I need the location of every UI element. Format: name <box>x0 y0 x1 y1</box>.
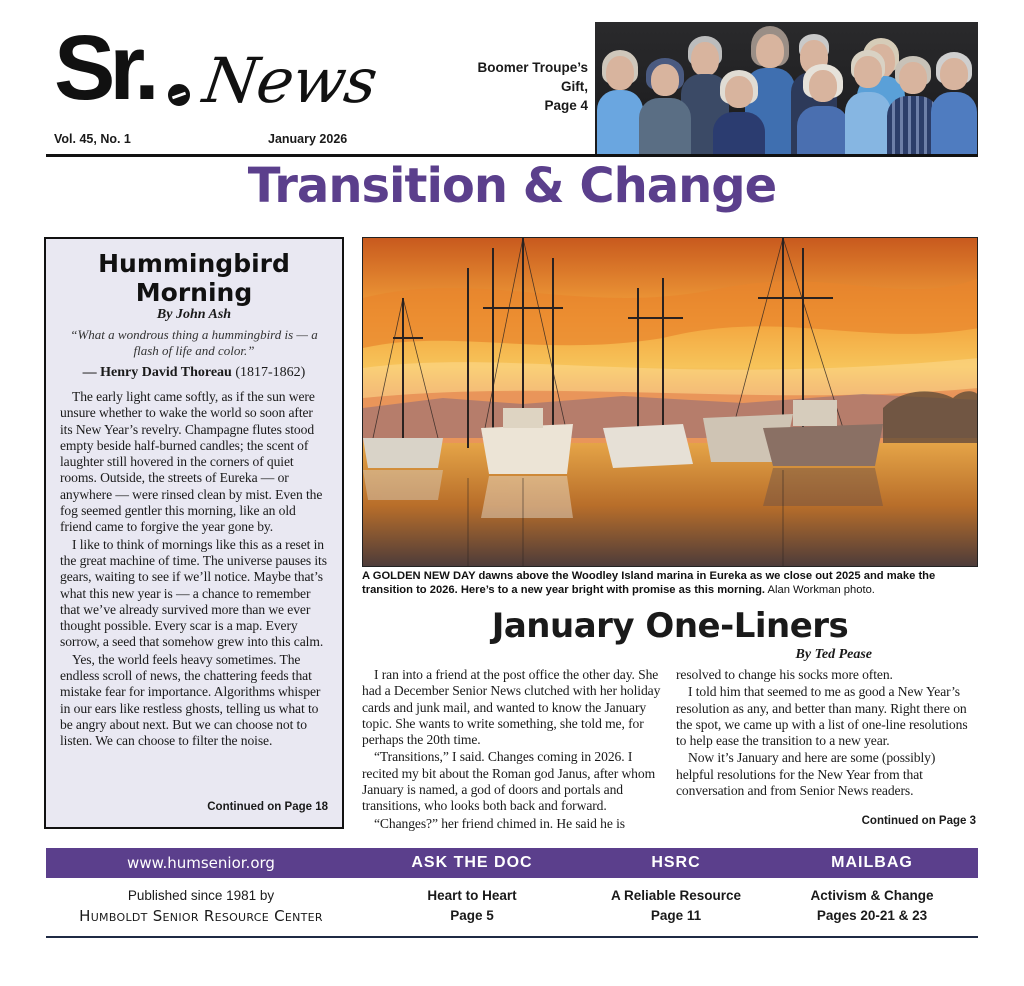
teaser-line: Gift, <box>561 79 588 94</box>
logo-news-text: News <box>198 44 382 117</box>
person-figure <box>845 50 891 154</box>
publisher-info <box>46 886 356 926</box>
teaser-title: A Reliable Resource <box>610 888 742 903</box>
teaser-page: Page 11 <box>650 908 702 923</box>
teaser-page: Page 5 <box>450 908 494 923</box>
paragraph: I like to think of mornings like this as a reset in the great machine of time. The universe pauses its gears, waiting to see if we’ll notice. Maybe that’s what this new year is — a chance to remember that we’ve already survived more than we ever thought possible. Every scar is a map. Every sorrow, a seed that somehow grew into this calm. <box>60 536 327 650</box>
logo-sr-text: Sr. <box>54 17 154 119</box>
marina-illustration <box>363 238 978 567</box>
paragraph: “Changes?” her friend chimed in. He said he is <box>374 815 625 831</box>
paragraph: I ran into a friend at the post office the other day. She had a December Senior News clutched with her holiday cards and junk mail, and wanted to know the January topic. She wants to write something, she told me, for perhaps the 20th time. <box>362 667 661 748</box>
paragraph: “Transitions,” I said. Changes coming in 2026. I recited my bit about the Roman god Janus, after whom January is named, a god of doors and portals and transitions, who looks both back and forward. <box>362 749 656 814</box>
person-figure <box>639 58 691 154</box>
photo-caption <box>362 569 978 597</box>
ask-the-doc-teaser[interactable] <box>372 886 572 926</box>
boomer-troupe-teaser[interactable] <box>446 58 588 115</box>
volume-number: Vol. 45, No. 1 <box>54 132 131 146</box>
person-figure <box>597 50 643 154</box>
one-liners-article-title[interactable]: January One-Liners <box>491 606 849 646</box>
issue-date: January 2026 <box>268 132 348 146</box>
issue-headline: Transition & Change <box>247 158 777 214</box>
footer-rule <box>46 936 978 938</box>
paragraph: Now it’s January and here are some (possibly) helpful resolutions for the New Year from that conversation and from Senior News readers. <box>676 750 936 799</box>
masthead <box>46 17 978 156</box>
teaser-title: Activism & Change <box>810 888 934 903</box>
article-column-2 <box>676 667 976 800</box>
epigraph-attribution <box>60 365 328 381</box>
marina-sunrise-photo[interactable] <box>362 237 978 567</box>
paragraph: The early light came softly, as if the sun were unsure whether to wake the world so soon after its New Year’s revelry. Champagne flutes stood empty beside half-burned candles; the scent of laughter still hovered in the corners of quiet rooms. Outside, the streets of Eureka — or anywhere — were rinsed clean by mist. Even the fog seemed gentler this morning, like an old friend came to forgive the year gone by. <box>60 389 323 535</box>
hummingbird-morning-sidebar <box>44 237 344 829</box>
quote-years: (1817-1862) <box>231 365 306 380</box>
paragraph: Yes, the world feels heavy sometimes. The endless scroll of news, the chattering feeds that mistake fear for importance. Algorithms whisper in our ears like restless ghosts, telling us what to be angry about next. But we can choose not to listen. We can choose to filter the noise. <box>60 651 321 749</box>
person-figure <box>931 52 977 154</box>
logo-emblem-icon <box>166 82 192 108</box>
caption-text: A GOLDEN NEW DAY dawns above the Woodley Island marina in Eureka as we close out 2025 and make the transition to 2026. Here’s to a new year bright with promise as this morning. <box>362 570 936 596</box>
sidebar-epigraph: “What a wondrous thing a hummingbird is — a flash of life and color.” <box>70 327 318 358</box>
sidebar-byline: By John Ash <box>156 307 232 322</box>
sidebar-title-line: Hummingbird <box>98 249 290 278</box>
sidebar-title[interactable] <box>60 249 328 307</box>
person-figure <box>713 70 765 154</box>
quote-author: — Henry David Thoreau <box>82 365 232 380</box>
sidebar-body <box>60 389 328 750</box>
mailbag-teaser[interactable] <box>772 886 972 926</box>
article-byline: By Ted Pease <box>795 647 872 662</box>
published-since: Published since 1981 by <box>127 888 275 903</box>
article-continued-link[interactable]: Continued on Page 3 <box>861 815 976 827</box>
teaser-page: Pages 20-21 & 23 <box>816 908 928 923</box>
sr-news-logo[interactable] <box>54 17 382 128</box>
website-link[interactable]: www.humsenior.org <box>127 854 275 872</box>
teaser-line: Boomer Troupe’s <box>477 60 588 75</box>
footer-banner <box>46 848 978 878</box>
sidebar-title-line: Morning <box>135 278 253 307</box>
publisher-name: Humboldt Senior Resource Center <box>79 907 323 925</box>
sidebar-continued-link[interactable]: Continued on Page 18 <box>207 801 328 813</box>
section-hsrc[interactable]: HSRC <box>651 854 701 871</box>
masthead-rule <box>46 154 978 157</box>
boomer-troupe-photo[interactable] <box>595 22 978 154</box>
photo-credit: Alan Workman photo. <box>765 584 875 596</box>
article-column-1 <box>362 667 662 833</box>
section-ask-the-doc[interactable]: ASK THE DOC <box>411 854 533 871</box>
teaser-line: Page 4 <box>544 98 588 113</box>
hsrc-teaser[interactable] <box>576 886 776 926</box>
section-mailbag[interactable]: MAILBAG <box>831 854 913 871</box>
person-figure <box>797 64 849 154</box>
teaser-title: Heart to Heart <box>427 888 517 903</box>
paragraph: resolved to change his socks more often. <box>676 667 893 682</box>
paragraph: I told him that seemed to me as good a New Year’s resolution as any, and better than many. Right there on the spot, we came up with a list of one-line resolutions to help ease the transition to a new year. <box>676 684 968 749</box>
